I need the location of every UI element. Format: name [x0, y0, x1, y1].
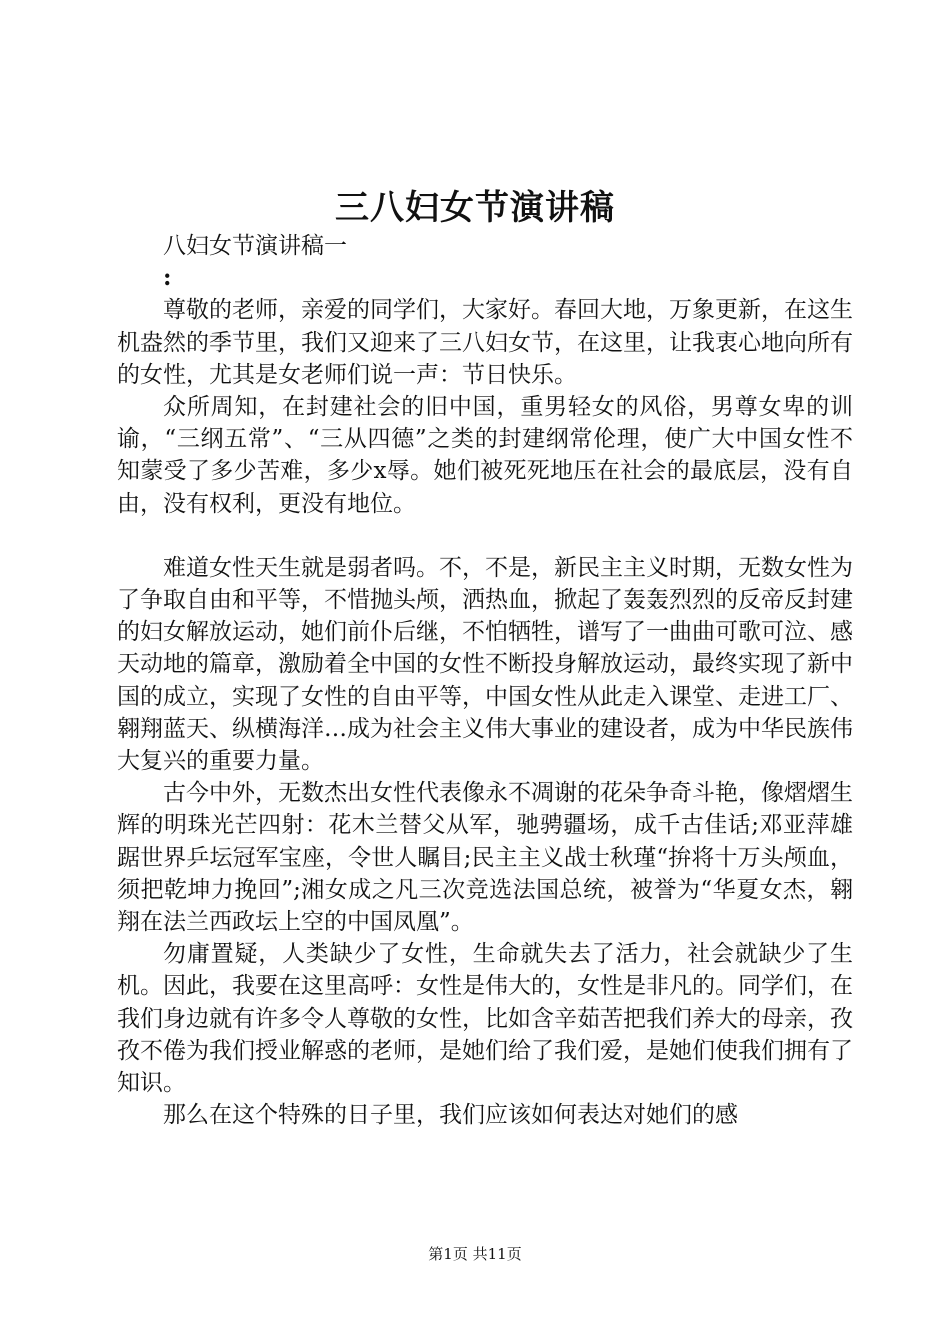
document-body	[117, 230, 853, 1131]
section-heading: 八妇女节演讲稿一	[163, 233, 347, 259]
document-title: 三八妇女节演讲稿	[335, 188, 615, 228]
section-heading-colon: :	[163, 264, 172, 292]
paragraph-2: 众所周知，在封建社会的旧中国，重男轻女的风俗，男尊女卑的训谕，“三纲五常”、“三从四德”之类的封建纲常伦理，使广大中国女性不知蒙受了多少苦难，多少x辱。她们被死死地压在社会的最底层，没有自由，没有权利，更没有地位。	[117, 394, 853, 517]
paragraph-3: 难道女性天生就是弱者吗。不，不是，新民主主义时期，无数女性为了争取自由和平等，不惜抛头颅，洒热血，掀起了轰轰烈烈的反帝反封建的妇女解放运动，她们前仆后继，不怕牺牲，谱写了一曲曲可歌可泣、感天动地的篇章，激励着全中国的女性不断投身解放运动，最终实现了新中国的成立，实现了女性的自由平等，中国女性从此走入课堂、走进工厂、翱翔蓝天、纵横海洋…成为社会主义伟大事业的建设者，成为中华民族伟大复兴的重要力量。	[117, 554, 853, 775]
paragraph-6: 那么在这个特殊的日子里，我们应该如何表达对她们的感	[163, 1102, 738, 1129]
paragraph-5: 勿庸置疑，人类缺少了女性，生命就失去了活力，社会就缺少了生机。因此，我要在这里高呼：女性是伟大的，女性是非凡的。同学们，在我们身边就有许多令人尊敬的女性，比如含辛茹苦把我们养大的母亲，孜孜不倦为我们授业解惑的老师，是她们给了我们爱，是她们使我们拥有了知识。	[117, 941, 853, 1097]
paragraph-1: 尊敬的老师，亲爱的同学们，大家好。春回大地，万象更新，在这生机盎然的季节里，我们又迎来了三八妇女节，在这里，让我衷心地向所有的女性，尤其是女老师们说一声：节日快乐。	[117, 297, 853, 388]
paragraph-4: 古今中外，无数杰出女性代表像永不凋谢的花朵争奇斗艳，像熠熠生辉的明珠光芒四射：花木兰替父从军，驰骋疆场，成千古佳话;邓亚萍雄踞世界乒坛冠军宝座，令世人瞩目;民主主义战士秋瑾“拚将十万头颅血，须把乾坤力挽回”;湘女成之凡三次竞选法国总统，被誉为“华夏女杰，翱翔在法兰西政坛上空的中国凤凰”。	[117, 780, 853, 936]
page-number-footer: 第1页 共11页	[428, 1245, 522, 1263]
paragraph-spacer	[117, 520, 853, 552]
